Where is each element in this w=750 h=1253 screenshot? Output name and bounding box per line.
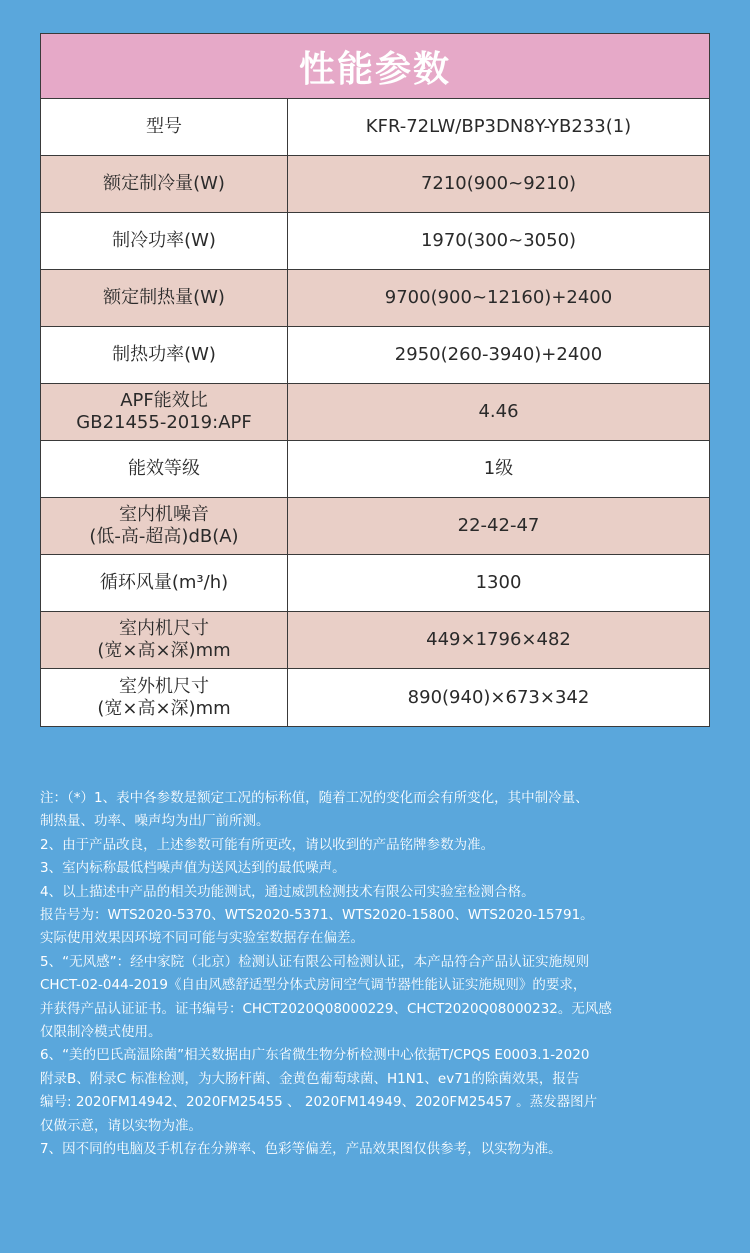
- row-label: [41, 156, 288, 212]
- row-value: KFR-72LW/BP3DN8Y-YB233(1): [365, 116, 632, 137]
- table-row: [41, 384, 709, 441]
- row-value: 7210(900~9210): [420, 173, 577, 194]
- row-label-line: GB21455-2019:APF: [76, 412, 252, 433]
- row-label-line: 额定制热量(W): [103, 287, 225, 308]
- row-label-line: 能效等级: [128, 458, 200, 479]
- row-label: [41, 498, 288, 554]
- row-value: 9700(900~12160)+2400: [384, 287, 613, 308]
- table-row: [41, 270, 709, 327]
- table-row: [41, 156, 709, 213]
- row-label: [41, 612, 288, 668]
- note-line: 3、室内标称最低档噪声值为送风达到的最低噪声。: [40, 860, 346, 877]
- note-line: 4、以上描述中产品的相关功能测试，通过威凯检测技术有限公司实验室检测合格。: [40, 883, 535, 900]
- note-line: 注：（*）1、表中各参数是额定工况的标称值，随着工况的变化而会有所变化，其中制冷量、: [40, 790, 589, 806]
- table-row: [41, 612, 709, 669]
- note-line: 报告号为：WTS2020-5370、WTS2020-5371、WTS2020-15800、WTS2020-15791。: [40, 907, 594, 924]
- row-label: [41, 99, 288, 155]
- note-line: 仅做示意，请以实物为准。: [40, 1117, 202, 1134]
- notes-section: [40, 787, 720, 1162]
- note-line: 7、因不同的电脑及手机存在分辨率、色彩等偏差，产品效果图仅供参考，以实物为准。: [40, 1141, 562, 1158]
- row-label: [41, 384, 288, 440]
- row-label: [41, 213, 288, 269]
- row-value: 2950(260-3940)+2400: [394, 344, 603, 365]
- row-label: [41, 555, 288, 611]
- row-label-line: APF能效比: [120, 390, 208, 411]
- note-line: 2、由于产品改良，上述参数可能有所更改，请以收到的产品铭牌参数为准。: [40, 836, 495, 853]
- note-line: 仅限制冷模式使用。: [40, 1024, 162, 1041]
- row-value: 449×1796×482: [426, 629, 571, 650]
- table-body: [41, 99, 709, 726]
- note-line: 5、“无风感”：经中家院（北京）检测认证有限公司检测认证，本产品符合产品认证实施规则: [40, 953, 590, 970]
- table-title: 性能参数: [41, 34, 709, 99]
- note-line: 并获得产品认证证书。证书编号：CHCT2020Q08000229、CHCT2020Q08000232。无风感: [40, 1000, 612, 1017]
- note-line: 实际使用效果因环境不同可能与实验室数据存在偏差。: [40, 930, 364, 947]
- row-value: 1300: [475, 572, 522, 593]
- table-row: [41, 555, 709, 612]
- row-label-line: 室外机尺寸: [119, 675, 209, 697]
- table-row: [41, 99, 709, 156]
- note-line: 编号: 2020FM14942、2020FM25455 、 2020FM14949、2020FM25457 。蒸发器图片: [40, 1094, 598, 1111]
- row-label: [41, 669, 288, 726]
- row-value: 22-42-47: [457, 515, 540, 536]
- table-row: [41, 327, 709, 384]
- row-label: [41, 441, 288, 497]
- row-label-line: 制热功率(W): [112, 344, 216, 365]
- row-label-line: 室内机噪音: [119, 504, 209, 525]
- note-line: CHCT-02-044-2019《自由风感舒适型分体式房间空气调节器性能认证实施规则》的要求，: [40, 977, 587, 994]
- row-value: 1970(300~3050): [420, 230, 577, 251]
- note-line: 6、“美的巴氏高温除菌”相关数据由广东省微生物分析检测中心依据T/CPQS E0003.1-2020: [40, 1047, 590, 1064]
- row-label-line: (低-高-超高)dB(A): [89, 526, 239, 547]
- row-value: 4.46: [478, 401, 519, 422]
- table-row: [41, 498, 709, 555]
- row-value: 1级: [483, 458, 514, 479]
- table-row: [41, 213, 709, 270]
- row-label-line: 型号: [146, 116, 182, 137]
- row-label: [41, 327, 288, 383]
- row-label-line: 额定制冷量(W): [103, 173, 225, 194]
- note-line: 制热量、功率、噪声均为出厂前所测。: [40, 813, 270, 830]
- row-value: 890(940)×673×342: [407, 686, 590, 708]
- row-label-line: 室内机尺寸: [119, 618, 209, 639]
- row-label: [41, 270, 288, 326]
- row-label-line: (宽×高×深)mm: [97, 697, 231, 719]
- spec-table: [40, 33, 710, 727]
- row-label-line: 制冷功率(W): [112, 230, 216, 251]
- table-row: [41, 441, 709, 498]
- table-row: [41, 669, 709, 726]
- row-label-line: 循环风量(m³/h): [99, 572, 229, 593]
- note-line: 附录B、附录C 标准检测，为大肠杆菌、金黄色葡萄球菌、H1N1、ev71的除菌效果，报告: [40, 1070, 580, 1087]
- row-label-line: (宽×高×深)mm: [97, 640, 231, 661]
